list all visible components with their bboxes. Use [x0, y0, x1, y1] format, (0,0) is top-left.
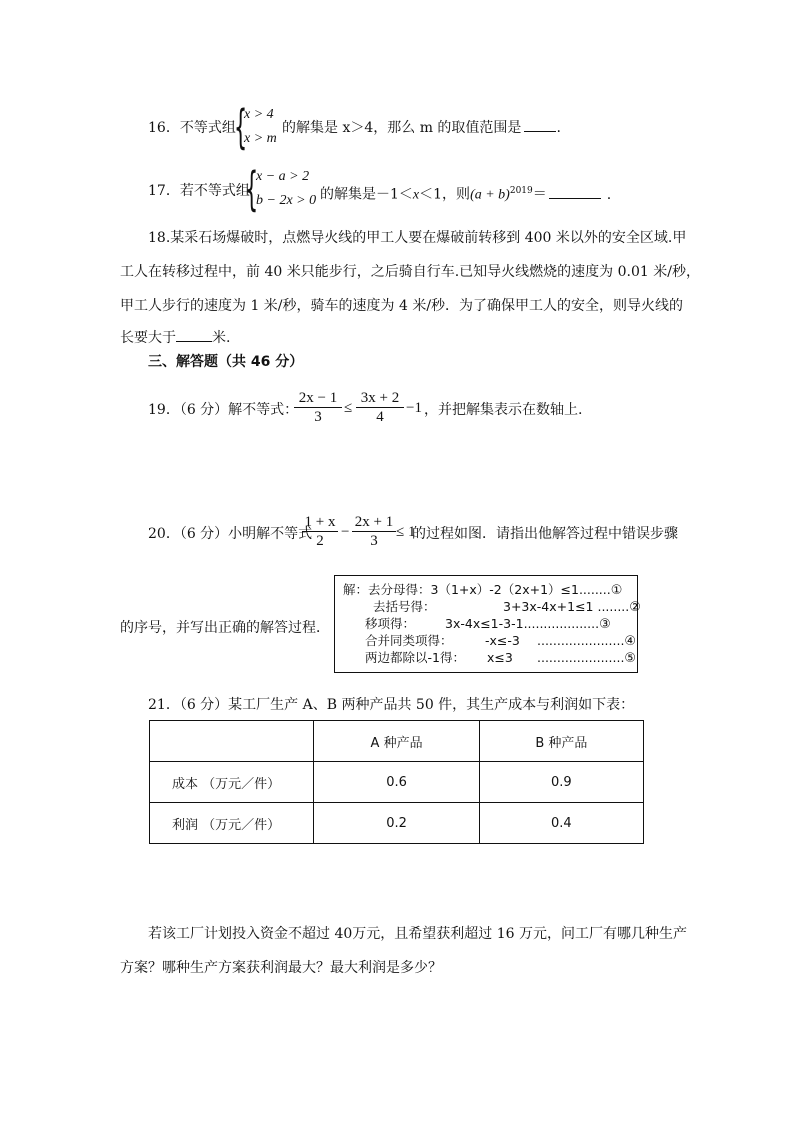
table-header-cell [150, 721, 314, 762]
q20-box-row2-eq [503, 599, 641, 616]
q20-leq1: ≤ 1 [396, 524, 416, 540]
q17-row1: x − a > 2 [256, 169, 310, 184]
q19-prefix: 19．（6 分）解不等式： [148, 402, 299, 418]
q20-frac2-den: 3 [370, 533, 378, 549]
table-row-header: 利润 （万元／件） [150, 803, 314, 844]
q20-frac2 [352, 513, 396, 550]
q17-suffix-b: ＜1，则 [419, 186, 471, 203]
q16-suffix-text: 的解集是 x＞4，那么 m 的取值范围是 [282, 120, 522, 136]
q19-frac1 [294, 389, 342, 426]
q20-box-row3-eq [445, 616, 611, 633]
q20-box-row2-text: 3+3x-4x+1≤1 ........ [503, 599, 630, 614]
q19-frac1-den: 3 [314, 409, 322, 425]
q20-box-row2-label: 去括号得： [373, 599, 436, 614]
q17-x: x [412, 187, 420, 203]
q19-minus-one: −1 [406, 400, 422, 416]
q20-box-row5-tail [537, 650, 636, 667]
q20-box-row4-label: 合并同类项得： [365, 633, 453, 648]
q20-box-row1-text: 解：去分母得：3（1+x）-2（2x+1）≤1........ [343, 582, 611, 597]
q16-row2: x > m [244, 131, 277, 146]
q17-expr: (a + b) [470, 187, 510, 203]
q17-answer-blank[interactable] [549, 185, 601, 199]
table-cell: 0.9 [479, 762, 643, 803]
q20-box-row5-num: ⑤ [624, 651, 637, 666]
q20-box-row4-tail [537, 633, 636, 650]
q20-minus: − [341, 524, 350, 540]
q19-frac2-den: 4 [376, 409, 384, 425]
q18-line4 [120, 328, 230, 348]
q20-solution-box [334, 575, 641, 673]
q19-suffix: ，并把解集表示在数轴上. [424, 402, 583, 418]
q20-box-row3-label: 移项得： [365, 616, 416, 631]
q20-box-row1 [343, 582, 622, 599]
q21-intro: 21．（6 分）某工厂生产 A、B 两种产品共 50 件，其生产成本与利润如下表： [148, 697, 635, 713]
section3-title: 三、解答题（共 46 分） [148, 354, 304, 370]
q18-line1: 18.某采石场爆破时，点燃导火线的甲工人要在爆破前转移到 400 米以外的安全区域.甲 [148, 230, 687, 246]
q20-box-row5 [365, 650, 465, 666]
q20-box-row3-num: ③ [599, 617, 611, 632]
q20-box-row4 [365, 633, 453, 649]
table-header-cell: A 种产品 [314, 721, 479, 762]
q20-box-row3 [365, 616, 415, 632]
q20-box-row5-label: 两边都除以-1得： [365, 650, 465, 665]
q20-box-row5-text: x≤3 [487, 650, 513, 665]
table-row-header: 成本 （万元／件） [150, 762, 314, 803]
q19-leq: ≤ [344, 400, 353, 416]
table-header-row [150, 721, 644, 762]
table-cell: 0.6 [314, 762, 479, 803]
q17-row2: b − 2x > 0 [256, 193, 317, 208]
q19-frac1-num: 2x − 1 [298, 390, 338, 406]
q20-box-row4-eq [485, 633, 520, 649]
table-row [150, 803, 644, 844]
q17-brace: { [245, 162, 259, 216]
q17-end: . [606, 186, 612, 203]
q21-para2: 方案？哪种生产方案获利润最大？最大利润是多少？ [120, 960, 442, 976]
q16-suffix [282, 118, 561, 138]
q20-box-row4-num: ④ [624, 634, 637, 649]
q21-para1: 若该工厂计划投入资金不超过 40万元，且希望获利超过 16 万元，问工厂有哪几种生产 [148, 926, 687, 942]
q16-end: . [556, 120, 561, 136]
q20-frac1-num: 1 + x [304, 514, 336, 530]
q20-frac2-num: 2x + 1 [354, 514, 394, 530]
table-cell: 0.2 [314, 803, 479, 844]
table-header-cell: B 种产品 [479, 721, 643, 762]
q16-brace: { [234, 100, 248, 154]
q19-frac2 [356, 389, 404, 426]
q20-prefix: 20．（6 分）小明解不等式 [148, 526, 313, 542]
q21-table [149, 720, 644, 844]
q20-box-row1-num: ① [610, 583, 623, 598]
q20-box-row4-text: -x≤-3 [485, 633, 520, 648]
q18-line2: 工人在转移过程中，前 40 米只能步行，之后骑自行车.已知导火线燃烧的速度为 0.01 米/秒， [120, 264, 700, 280]
table-row [150, 762, 644, 803]
table-cell: 0.4 [479, 803, 643, 844]
q18-line3: 甲工人步行的速度为 1 米/秒，骑车的速度为 4 米/秒．为了确保甲工人的安全，则导火线的 [120, 298, 684, 314]
q20-box-row2-num: ② [629, 600, 641, 615]
q18-line4-a: 长要大于 [120, 330, 176, 346]
q20-suffix: 的过程如图．请指出他解答过程中错误步骤 [412, 526, 678, 542]
q20-box-row4-dots: ...................... [537, 633, 625, 648]
q20-box-row5-dots: ...................... [537, 650, 625, 665]
q16-prefix: 16．不等式组 [148, 120, 236, 136]
q17-suffix-a: 的解集是－1＜ [320, 186, 413, 203]
q20-box-row3-text: 3x-4x≤1-3-1................... [445, 616, 600, 631]
q20-line2: 的序号，并写出正确的解答过程． [120, 620, 330, 636]
q20-frac1 [302, 513, 338, 550]
q17-prefix: 17．若不等式组 [148, 183, 250, 199]
q19-frac2-num: 3x + 2 [360, 390, 400, 406]
q16-answer-blank[interactable] [524, 118, 556, 132]
q17-eq: ＝ [532, 186, 547, 203]
q20-frac1-den: 2 [316, 533, 324, 549]
q20-box-row5-eq [487, 650, 513, 666]
q18-answer-blank[interactable] [176, 328, 212, 342]
q17-exp: 2019 [509, 186, 533, 196]
q20-box-row2 [373, 599, 436, 615]
q18-line4-b: 米. [212, 330, 231, 346]
q16-row1: x > 4 [244, 107, 274, 122]
q17-suffix [320, 181, 611, 206]
